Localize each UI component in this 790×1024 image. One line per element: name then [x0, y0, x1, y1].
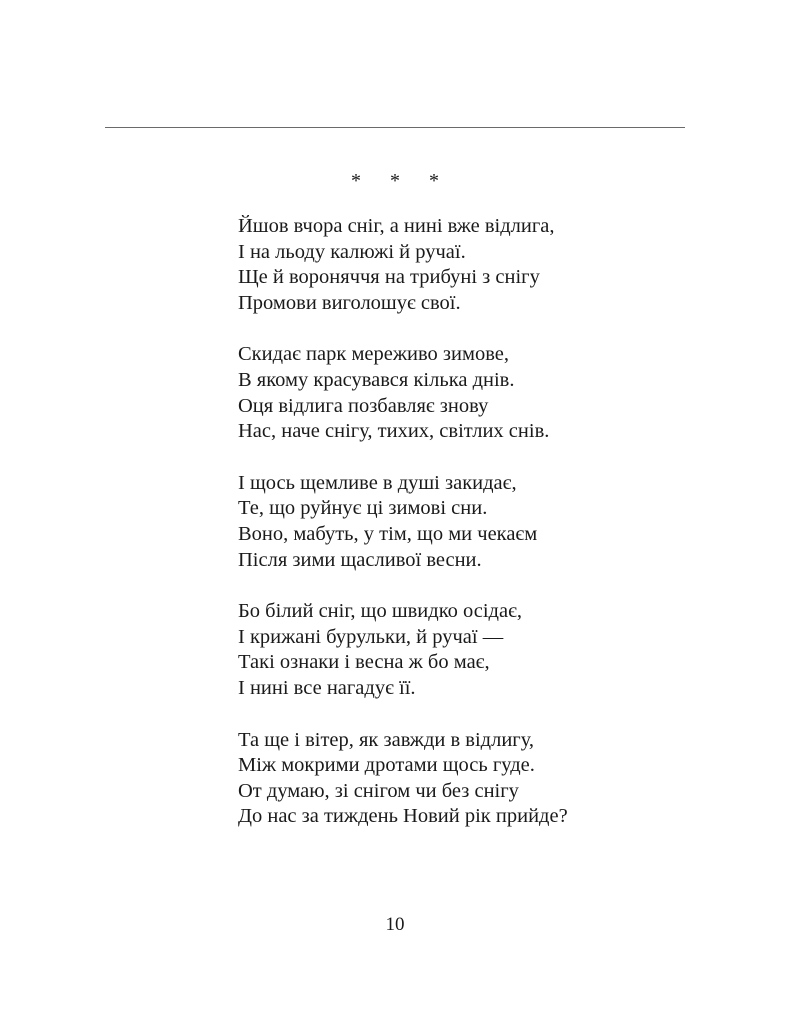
poem [238, 214, 638, 856]
poem-line: Бо білий сніг, що швидко осідає, [238, 600, 523, 623]
poem-line: Та ще і вітер, як завжди в відлигу, [238, 728, 535, 751]
poem-line: Такі ознаки і весна ж бо має, [238, 651, 490, 674]
poem-line: Скидає парк мереживо зимове, [238, 343, 510, 366]
poem-line: Оця відлига позбавляє знову [238, 394, 489, 417]
poem-line: Після зими щасливої весни. [238, 548, 482, 571]
stanza-4 [238, 599, 638, 701]
asterisk: * [429, 170, 439, 192]
poem-line: Воно, мабуть, у тім, що ми чекаєм [238, 522, 538, 545]
poem-line: Йшов вчора сніг, а нині вже відлига, [238, 215, 555, 237]
stanza-2 [238, 342, 638, 444]
header-rule [105, 127, 685, 128]
asterisk: * [390, 170, 400, 192]
poem-line: Нас, наче снігу, тихих, світлих снів. [238, 420, 550, 443]
poem-line: В якому красувався кілька днів. [238, 368, 515, 391]
poem-line: До нас за тиждень Новий рік прийде? [238, 805, 568, 828]
asterisk: * [351, 170, 361, 192]
stanza-1 [238, 214, 638, 316]
poem-line: І щось щемливе в душі закидає, [238, 471, 517, 494]
poem-line: І на льоду калюжі й ручаї. [238, 240, 466, 263]
stanza-5 [238, 728, 638, 830]
poem-line: От думаю, зі снігом чи без снігу [238, 779, 519, 802]
section-separator [350, 170, 440, 193]
poem-line: Промови виголошує свої. [238, 291, 461, 314]
poem-line: І крижані бурульки, й ручаї — [238, 625, 504, 648]
poem-line: Між мокрими дротами щось гуде. [238, 754, 535, 777]
poem-line: Те, що руйнує ці зимові сни. [238, 497, 488, 520]
poem-line: І нині все нагадує її. [238, 676, 416, 699]
stanza-3 [238, 471, 638, 573]
page-number: 10 [385, 914, 405, 935]
poem-line: Ще й вороняччя на трибуні з снігу [238, 266, 540, 289]
